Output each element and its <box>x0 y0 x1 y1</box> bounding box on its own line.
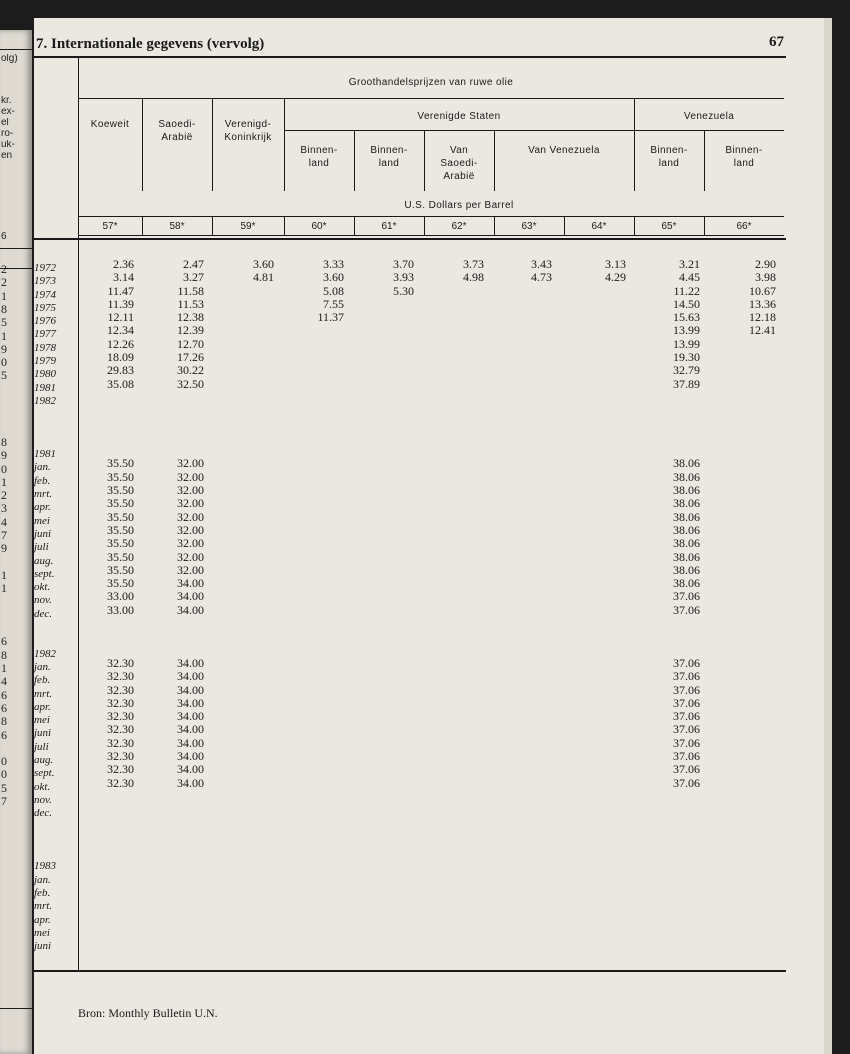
row-label: dec. <box>34 807 53 820</box>
table-cell: 37.06 <box>673 709 700 724</box>
table-cell: 11.22 <box>673 283 700 298</box>
column-number: 61* <box>381 221 397 232</box>
table-cell: 32.30 <box>107 655 134 670</box>
table-cell: 32.00 <box>177 536 204 551</box>
table-cell <box>154 444 204 457</box>
prev-page-text: 6 <box>1 702 7 714</box>
prev-page-text: 2 <box>1 490 7 501</box>
prev-page-text: 9 <box>1 450 7 461</box>
table-cell: 34.00 <box>177 775 204 790</box>
row-label: dec. <box>34 607 53 620</box>
prev-page-text: uk- <box>1 140 15 150</box>
table-cell: 37.06 <box>673 735 700 750</box>
row-label <box>34 435 78 448</box>
table-cell: 32.00 <box>177 562 204 577</box>
row-label: 1982 <box>34 647 56 660</box>
row-label: 1972 <box>34 262 56 274</box>
table-cell: 38.06 <box>673 469 700 484</box>
table-cell: 35.50 <box>107 536 134 551</box>
prev-page-text: 8 <box>1 649 7 661</box>
prev-page-text: 1 <box>1 569 7 581</box>
prev-page-text: 8 <box>1 716 7 727</box>
main-header: Groothandelsprijzen van ruwe olie <box>348 77 514 88</box>
table-cell: 34.00 <box>177 682 204 697</box>
table-cell: 32.30 <box>107 709 134 724</box>
table-cell: 11.47 <box>107 283 134 298</box>
table-cell: 37.06 <box>673 669 700 684</box>
row-label <box>34 820 78 833</box>
table-cell: 37.06 <box>673 775 700 790</box>
prev-page-text: 0 <box>1 756 7 767</box>
header-saoedi-arabie: Saoedi- Arabië <box>158 119 196 143</box>
column-us-van-saoedi-arabie <box>434 258 484 285</box>
table-cell: 12.34 <box>107 323 134 338</box>
table-cell: 3.43 <box>531 257 552 271</box>
table-cell: 34.00 <box>177 655 204 670</box>
table-cell: 4.81 <box>253 270 274 285</box>
row-label: 1973 <box>34 275 56 288</box>
table-cell: 34.00 <box>177 669 204 684</box>
prev-page-text: olg) <box>1 54 18 64</box>
table-cell: 4.73 <box>531 270 552 285</box>
table-cell: 32.30 <box>107 748 134 763</box>
row-label: mei <box>34 514 50 527</box>
row-label: mrt. <box>34 687 53 700</box>
table-cell: 12.11 <box>107 310 134 325</box>
table-cell: 34.00 <box>177 709 204 724</box>
header-us-van-saoedi-arabie: Van Saoedi- Arabië <box>440 145 478 182</box>
table-cell: 32.30 <box>107 682 134 697</box>
table-cell: 34.00 <box>177 748 204 763</box>
table-cell: 33.00 <box>107 602 134 617</box>
row-label: sept. <box>34 567 55 580</box>
prev-page-text: 3 <box>1 503 7 514</box>
table-cell: 35.50 <box>107 562 134 577</box>
table-cell: 37.06 <box>673 748 700 763</box>
table-cell: 35.08 <box>107 376 134 391</box>
table-cell: 3.70 <box>393 257 414 271</box>
table-cell <box>648 630 700 643</box>
row-label <box>34 834 78 847</box>
table-cell: 12.70 <box>177 336 204 351</box>
row-label: okt. <box>34 581 51 594</box>
row-label: juli <box>34 541 49 554</box>
table-cell <box>154 431 204 444</box>
table-cell <box>84 644 134 657</box>
table-cell: 32.00 <box>177 456 204 471</box>
table-cell <box>84 431 134 444</box>
header-group-venezuela: Venezuela <box>683 111 735 122</box>
unit-label: U.S. Dollars per Barrel <box>404 200 514 211</box>
table-cell: 3.73 <box>463 257 484 271</box>
column-number: 65* <box>661 221 677 232</box>
prev-page-text: 0 <box>1 769 7 780</box>
table-cell: 11.37 <box>317 310 344 325</box>
table-cell: 2.47 <box>183 257 204 271</box>
table-cell: 5.30 <box>393 283 414 298</box>
header-us-binnenland-2: Binnen- land <box>370 145 408 169</box>
table-cell: 37.06 <box>673 602 700 617</box>
row-label: mei <box>34 926 50 939</box>
row-label <box>34 621 78 634</box>
table-cell <box>84 617 134 630</box>
table-cell: 4.29 <box>605 270 626 285</box>
row-label: jan. <box>34 873 51 886</box>
prev-page-text: 6 <box>1 689 7 701</box>
prev-page-text: 6 <box>1 729 7 740</box>
prev-page-text: 7 <box>1 530 7 541</box>
row-label: feb. <box>34 886 51 899</box>
table-cell <box>648 404 700 417</box>
table-cell: 12.18 <box>749 310 776 325</box>
prev-page-text: 4 <box>1 516 7 528</box>
table-cell: 38.06 <box>673 522 700 537</box>
table-cell: 11.39 <box>107 296 134 311</box>
column-number: 57* <box>102 221 118 232</box>
page-number: 67 <box>769 34 784 50</box>
table-cell: 4.45 <box>679 270 700 285</box>
table-cell: 35.50 <box>107 576 134 591</box>
row-label: 1983 <box>34 860 56 873</box>
table-cell: 35.50 <box>107 483 134 498</box>
table-cell: 32.00 <box>177 469 204 484</box>
row-label: mrt. <box>34 488 53 501</box>
prev-page-text: 2 <box>1 264 7 275</box>
table-cell: 32.30 <box>107 695 134 710</box>
table-cell: 34.00 <box>177 762 204 777</box>
table-cell <box>648 391 700 404</box>
column-venezuela-binnenland-2 <box>724 258 776 338</box>
table-cell: 34.00 <box>177 735 204 750</box>
row-label: 1981 <box>34 448 56 461</box>
table-cell: 32.00 <box>177 509 204 524</box>
header-us-binnenland-1: Binnen- land <box>300 145 338 169</box>
page-edge-right <box>824 18 832 1054</box>
row-label: 1982 <box>34 394 56 407</box>
table-cell: 11.53 <box>177 296 204 311</box>
row-label: aug. <box>34 554 54 567</box>
row-label <box>34 408 78 421</box>
row-label: 1977 <box>34 328 56 341</box>
table-cell <box>648 617 700 630</box>
table-cell: 30.22 <box>177 363 204 378</box>
column-number: 64* <box>591 221 607 232</box>
prev-page-text: 0 <box>1 357 7 368</box>
table-cell: 12.26 <box>107 336 134 351</box>
row-label <box>34 422 78 435</box>
prev-page-text: 4 <box>1 676 7 687</box>
row-label: 1978 <box>34 341 56 354</box>
table-cell: 32.00 <box>177 496 204 511</box>
table-cell: 3.21 <box>679 257 700 271</box>
table-cell: 2.90 <box>755 257 776 271</box>
table-cell: 32.00 <box>177 522 204 537</box>
table-cell: 32.30 <box>107 722 134 737</box>
row-label: 1979 <box>34 355 56 368</box>
prev-page-text: 8 <box>1 303 7 315</box>
table-cell: 12.39 <box>177 323 204 338</box>
table-cell <box>84 630 134 643</box>
table-cell <box>84 444 134 457</box>
row-label: juni <box>34 727 52 740</box>
table-cell: 11.58 <box>177 283 204 298</box>
column-number: 58* <box>169 221 185 232</box>
row-label: apr. <box>34 700 51 713</box>
column-number: 62* <box>451 221 467 232</box>
prev-page-text: 6 <box>1 232 7 242</box>
table-cell: 38.06 <box>673 456 700 471</box>
table-cell <box>154 617 204 630</box>
table-cell: 3.33 <box>323 257 344 271</box>
row-label: jan. <box>34 660 51 673</box>
table-cell: 32.00 <box>177 483 204 498</box>
table-cell <box>154 644 204 657</box>
table-cell: 13.99 <box>673 336 700 351</box>
prev-page-text: 1 <box>1 583 7 594</box>
table-cell: 32.30 <box>107 775 134 790</box>
table-cell: 14.50 <box>673 296 700 311</box>
table-cell: 32.00 <box>177 549 204 564</box>
row-label: juni <box>34 940 52 953</box>
table-cell: 34.00 <box>177 602 204 617</box>
table-cell <box>84 391 134 404</box>
prev-page-text: 1 <box>1 330 7 341</box>
prev-page-text: 1 <box>1 663 7 674</box>
table-cell: 13.99 <box>673 323 700 338</box>
table-cell: 12.41 <box>749 323 776 338</box>
table-cell: 37.89 <box>673 376 700 391</box>
prev-page-text: 1 <box>1 476 7 488</box>
row-label: 1981 <box>34 381 56 394</box>
prev-page-text: 9 <box>1 543 7 554</box>
column-number: 66* <box>736 221 752 232</box>
prev-page-text: 0 <box>1 463 7 474</box>
table-cell: 35.50 <box>107 469 134 484</box>
table-cell: 32.79 <box>673 363 700 378</box>
table-cell: 12.38 <box>177 310 204 325</box>
header-group-us: Verenigde Staten <box>417 111 501 122</box>
page-title: 7. Internationale gegevens (vervolg) <box>36 36 265 52</box>
table-cell <box>154 630 204 643</box>
column-us-binnenland-2 <box>364 258 414 298</box>
table-cell: 37.06 <box>673 589 700 604</box>
table-cell: 35.50 <box>107 496 134 511</box>
row-label: okt. <box>34 780 51 793</box>
table-cell: 15.63 <box>673 310 700 325</box>
table-cell: 18.09 <box>107 350 134 365</box>
table-cell: 3.98 <box>755 270 776 285</box>
table-cell: 35.50 <box>107 522 134 537</box>
row-label: juli <box>34 740 49 753</box>
table-cell: 17.26 <box>177 350 204 365</box>
row-label: 1976 <box>34 315 56 328</box>
table-cell <box>154 418 204 431</box>
table-cell: 10.67 <box>749 283 776 298</box>
prev-page-text: 7 <box>1 796 7 807</box>
column-number: 59* <box>240 221 256 232</box>
prev-page-text: kr. <box>1 96 12 106</box>
table-cell: 3.60 <box>253 257 274 271</box>
table-cell: 35.50 <box>107 549 134 564</box>
document-page <box>34 18 824 1054</box>
table-cell: 37.06 <box>673 682 700 697</box>
row-label: apr. <box>34 501 51 514</box>
row-label: 1974 <box>34 288 56 301</box>
table-cell: 3.60 <box>323 270 344 285</box>
table-cell: 3.14 <box>113 270 134 285</box>
row-label: 1980 <box>34 368 56 381</box>
row-label: nov. <box>34 594 52 607</box>
column-us-van-venezuela-2 <box>576 258 626 285</box>
row-label: feb. <box>34 474 51 487</box>
row-labels <box>34 262 78 953</box>
column-number: 63* <box>521 221 537 232</box>
prev-page-text: 2 <box>1 277 7 288</box>
table-cell: 34.00 <box>177 589 204 604</box>
table-cell <box>154 391 204 404</box>
table-cell: 29.83 <box>107 363 134 378</box>
prev-page-text: ex- <box>1 107 15 117</box>
table-cell: 3.27 <box>183 270 204 285</box>
table-cell: 38.06 <box>673 496 700 511</box>
table-cell <box>154 404 204 417</box>
prev-page-text: en <box>1 151 13 161</box>
table-cell: 34.00 <box>177 695 204 710</box>
row-label: apr. <box>34 913 51 926</box>
row-label: juni <box>34 527 52 540</box>
prev-page-text: el <box>1 118 9 128</box>
column-verenigd-koninkrijk <box>224 258 274 285</box>
row-label: jan. <box>34 461 51 474</box>
table-cell: 38.06 <box>673 549 700 564</box>
table-cell: 35.50 <box>107 456 134 471</box>
table-cell: 19.30 <box>673 350 700 365</box>
table-cell: 32.50 <box>177 376 204 391</box>
row-label: mei <box>34 714 50 727</box>
header-verenigd-koninkrijk: Verenigd- Koninkrijk <box>224 119 272 143</box>
table-cell: 37.06 <box>673 695 700 710</box>
table-cell: 32.30 <box>107 762 134 777</box>
prev-page-text: 9 <box>1 343 7 355</box>
row-label: nov. <box>34 793 52 806</box>
table-cell: 37.06 <box>673 722 700 737</box>
table-cell: 38.06 <box>673 562 700 577</box>
previous-page-edge <box>0 30 32 1054</box>
header-venezuela-binnenland-2: Binnen- land <box>725 145 763 169</box>
table-cell: 37.06 <box>673 655 700 670</box>
row-label <box>34 634 78 647</box>
table-cell: 7.55 <box>323 296 344 311</box>
table-cell <box>648 418 700 431</box>
prev-page-text: 5 <box>1 317 7 328</box>
table-cell: 32.30 <box>107 735 134 750</box>
table-cell: 38.06 <box>673 483 700 498</box>
column-venezuela-binnenland-1 <box>648 258 700 790</box>
prev-page-text: 1 <box>1 290 7 302</box>
prev-page-text: 8 <box>1 436 7 448</box>
table-cell: 2.36 <box>113 257 134 271</box>
row-label: feb. <box>34 674 51 687</box>
table-cell <box>648 444 700 457</box>
prev-page-text: ro- <box>1 129 14 139</box>
table-cell: 3.13 <box>605 257 626 271</box>
row-label: mrt. <box>34 900 53 913</box>
table-cell: 38.06 <box>673 536 700 551</box>
source-note: Bron: Monthly Bulletin U.N. <box>78 1006 218 1020</box>
column-saoedi-arabie <box>154 258 204 790</box>
row-label: aug. <box>34 753 54 766</box>
column-us-van-venezuela-1 <box>502 258 552 285</box>
header-koeweit: Koeweit <box>90 119 130 130</box>
table-cell: 34.00 <box>177 576 204 591</box>
column-koeweit <box>84 258 134 790</box>
row-label <box>34 847 78 860</box>
row-label: 1975 <box>34 301 56 314</box>
table-cell <box>648 644 700 657</box>
table-cell: 4.98 <box>463 270 484 285</box>
table-cell: 38.06 <box>673 509 700 524</box>
table-cell <box>84 404 134 417</box>
column-number: 60* <box>311 221 327 232</box>
table-cell: 38.06 <box>673 576 700 591</box>
table-cell: 5.08 <box>323 283 344 298</box>
table-cell: 33.00 <box>107 589 134 604</box>
table-cell <box>648 431 700 444</box>
column-us-binnenland-1 <box>294 258 344 324</box>
row-label: sept. <box>34 767 55 780</box>
table-cell: 35.50 <box>107 509 134 524</box>
table-cell: 34.00 <box>177 722 204 737</box>
prev-page-text: 5 <box>1 782 7 794</box>
table-cell <box>84 418 134 431</box>
header-us-van-venezuela: Van Venezuela <box>528 145 600 156</box>
table-cell: 3.93 <box>393 270 414 285</box>
header-venezuela-binnenland-1: Binnen- land <box>650 145 688 169</box>
prev-page-text: 6 <box>1 636 7 647</box>
table-cell: 37.06 <box>673 762 700 777</box>
prev-page-text: 5 <box>1 370 7 381</box>
table-cell: 13.36 <box>749 296 776 311</box>
table-cell: 32.30 <box>107 669 134 684</box>
